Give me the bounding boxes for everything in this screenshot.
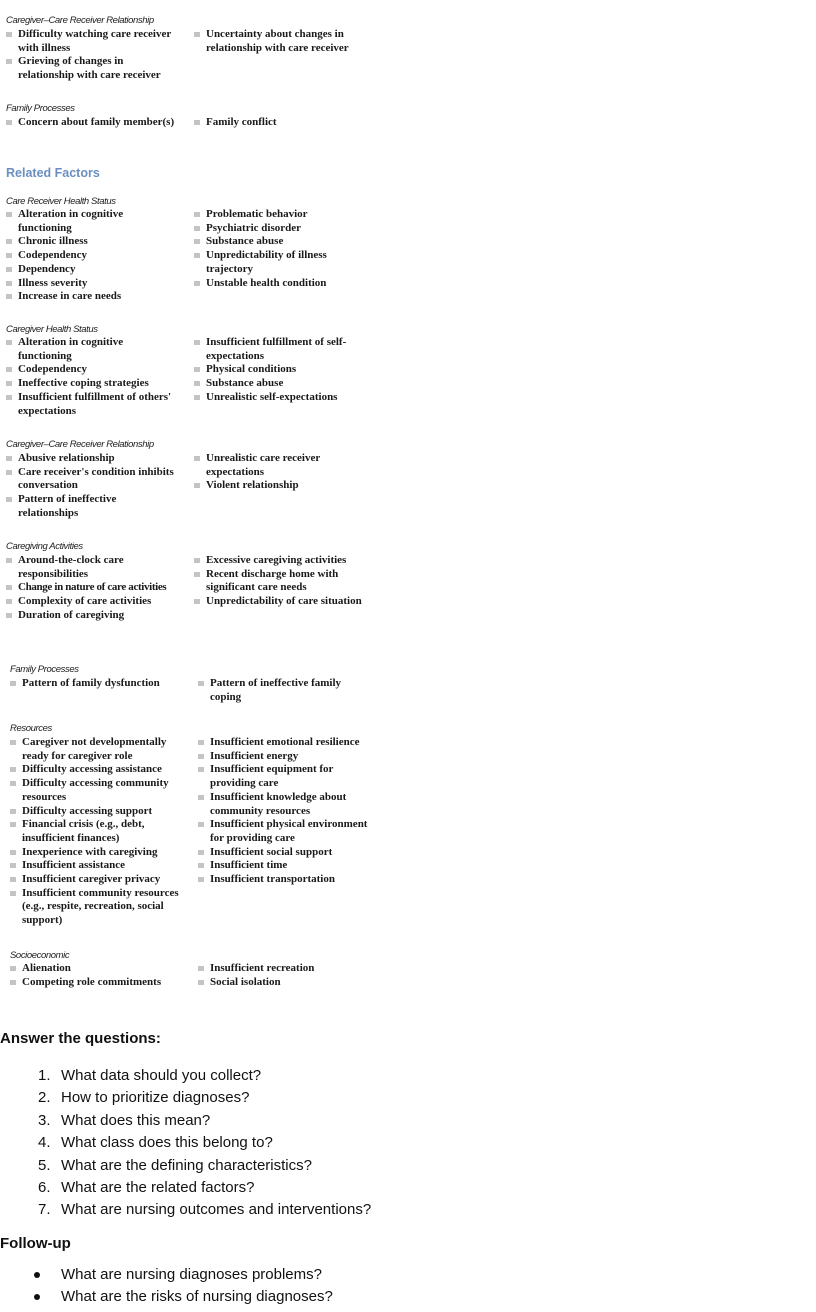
bullet-square-icon	[6, 599, 12, 604]
bullet-square-icon	[198, 822, 204, 827]
bullet-square-icon	[198, 754, 204, 759]
bullet-square-icon	[6, 212, 12, 217]
bullet-square-icon	[194, 456, 200, 461]
list-item: 5. What are the defining characteristics?	[38, 1156, 312, 1174]
list-item: Unpredictability of care situation	[194, 595, 364, 609]
list-item: Care receiver's condition inhibits conversation	[6, 466, 178, 493]
bullet-square-icon	[198, 980, 204, 985]
list-item: Unrealistic care receiver expectations	[194, 452, 354, 479]
list-item: Unpredictability of illness trajectory	[194, 249, 354, 276]
list-item: Problematic behavior	[194, 208, 354, 222]
bullet-square-icon	[6, 367, 12, 372]
bullet-square-icon	[194, 212, 200, 217]
list-item: Caregiver not developmentally ready for caregiver role	[10, 736, 190, 763]
bullet-square-icon	[6, 32, 12, 37]
list-item: Physical conditions	[194, 363, 354, 377]
list-item: Substance abuse	[194, 235, 354, 249]
bullet-square-icon	[198, 877, 204, 882]
list-item: Unrealistic self-expectations	[194, 391, 354, 405]
bullet-dot-icon	[34, 1272, 40, 1278]
list-item: Concern about family member(s)	[6, 116, 178, 130]
list-item: Uncertainty about changes in relationship with care receiver	[194, 28, 354, 55]
list-item: Excessive caregiving activities	[194, 554, 364, 568]
left-column-list	[10, 677, 190, 691]
bullet-square-icon	[10, 863, 16, 868]
bullet-square-icon	[10, 966, 16, 971]
bullet-square-icon	[10, 891, 16, 896]
list-item: Insufficient fulfillment of self-expectations	[194, 336, 354, 363]
bullet-square-icon	[10, 980, 16, 985]
section-title-family-processes-2: Family Processes	[10, 664, 79, 675]
bullet-square-icon	[198, 740, 204, 745]
questions-list	[38, 1065, 371, 1222]
list-item: Insufficient caregiver privacy	[10, 873, 190, 887]
bullet-square-icon	[10, 809, 16, 814]
list-item: 2. How to prioritize diagnoses?	[38, 1089, 250, 1107]
list-item: Recent discharge home with significant care needs	[194, 568, 364, 595]
list-item: Grieving of changes in relationship with care receiver	[6, 55, 178, 82]
left-column-list	[6, 554, 184, 623]
list-item: Psychiatric disorder	[194, 222, 354, 236]
left-column-list	[6, 116, 178, 130]
list-item: Alteration in cognitive functioning	[6, 208, 178, 235]
list-item: Alteration in cognitive functioning	[6, 336, 178, 363]
bullet-square-icon	[194, 281, 200, 286]
list-item: Unstable health condition	[194, 277, 354, 291]
list-item: 1. What data should you collect?	[38, 1067, 262, 1084]
list-item: Social isolation	[198, 976, 378, 990]
list-item: What are nursing diagnoses problems?	[38, 1264, 333, 1286]
right-column-list	[194, 116, 354, 130]
list-item: Codependency	[6, 363, 178, 377]
list-item: Family conflict	[194, 116, 354, 130]
list-item: Financial crisis (e.g., debt, insufficient finances)	[10, 818, 190, 845]
section-title-care-receiver-health: Care Receiver Health Status	[6, 196, 116, 207]
bullet-square-icon	[198, 850, 204, 855]
bullet-square-icon	[6, 497, 12, 502]
list-item: Codependency	[6, 249, 178, 263]
bullet-square-icon	[198, 767, 204, 772]
list-item: Difficulty accessing assistance	[10, 763, 190, 777]
bullet-square-icon	[10, 740, 16, 745]
bullet-square-icon	[194, 572, 200, 577]
list-item: Complexity of care activities	[6, 595, 184, 609]
bullet-square-icon	[6, 267, 12, 272]
followup-heading: Follow-up	[0, 1235, 71, 1252]
bullet-square-icon	[194, 253, 200, 258]
bullet-square-icon	[198, 795, 204, 800]
bullet-square-icon	[6, 239, 12, 244]
list-item: Increase in care needs	[6, 290, 178, 304]
right-column-list	[198, 736, 378, 887]
followup-list	[38, 1264, 333, 1309]
list-item: 4. What class does this belong to?	[38, 1134, 273, 1152]
bullet-square-icon	[6, 613, 12, 618]
bullet-square-icon	[6, 59, 12, 64]
left-column-list	[6, 28, 178, 83]
list-item: Insufficient time	[198, 859, 378, 873]
section-title-caregiver-relationship-2: Caregiver–Care Receiver Relationship	[6, 439, 154, 450]
list-item: Illness severity	[6, 277, 178, 291]
list-item: Pattern of ineffective relationships	[6, 493, 178, 520]
list-item: Insufficient physical environment for providing care	[198, 818, 378, 845]
bullet-square-icon	[194, 120, 200, 125]
bullet-square-icon	[194, 558, 200, 563]
bullet-dot-icon	[34, 1294, 40, 1300]
list-item: Substance abuse	[194, 377, 354, 391]
bullet-square-icon	[194, 226, 200, 231]
bullet-square-icon	[198, 681, 204, 686]
list-item: What are the risks of nursing diagnoses?	[38, 1286, 333, 1308]
bullet-square-icon	[6, 456, 12, 461]
bullet-square-icon	[6, 253, 12, 258]
bullet-square-icon	[194, 239, 200, 244]
bullet-square-icon	[6, 585, 12, 590]
bullet-square-icon	[6, 120, 12, 125]
right-column-list	[198, 677, 368, 704]
right-column-list	[198, 962, 378, 989]
section-title-caregiver-health: Caregiver Health Status	[6, 324, 98, 335]
right-column-list	[194, 452, 354, 493]
list-item: Insufficient equipment for providing care	[198, 763, 378, 790]
list-item: Alienation	[10, 962, 190, 976]
bullet-square-icon	[6, 294, 12, 299]
list-item: Insufficient recreation	[198, 962, 378, 976]
bullet-square-icon	[6, 340, 12, 345]
bullet-square-icon	[194, 340, 200, 345]
section-title-socioeconomic: Socioeconomic	[10, 950, 70, 961]
bullet-square-icon	[10, 822, 16, 827]
right-column-list	[194, 554, 364, 609]
bullet-square-icon	[194, 395, 200, 400]
list-item: Inexperience with caregiving	[10, 846, 190, 860]
bullet-square-icon	[194, 483, 200, 488]
bullet-square-icon	[10, 681, 16, 686]
list-item: Difficulty accessing support	[10, 805, 190, 819]
bullet-square-icon	[194, 599, 200, 604]
section-title-caregiver-relationship: Caregiver–Care Receiver Relationship	[6, 15, 154, 26]
bullet-square-icon	[198, 863, 204, 868]
bullet-square-icon	[6, 381, 12, 386]
list-item: Chronic illness	[6, 235, 178, 249]
list-item: Insufficient fulfillment of others' expectations	[6, 391, 178, 418]
list-item: 6. What are the related factors?	[38, 1179, 255, 1197]
related-factors-heading: Related Factors	[6, 166, 100, 180]
section-title-family-processes: Family Processes	[6, 103, 75, 114]
list-item: Dependency	[6, 263, 178, 277]
left-column-list	[10, 962, 190, 989]
bullet-square-icon	[10, 767, 16, 772]
section-title-caregiving-activities: Caregiving Activities	[6, 541, 83, 552]
bullet-square-icon	[6, 470, 12, 475]
list-item: Pattern of ineffective family coping	[198, 677, 368, 704]
list-item: Change in nature of care activities	[6, 581, 184, 595]
bullet-square-icon	[194, 381, 200, 386]
list-item: Insufficient transportation	[198, 873, 378, 887]
left-column-list	[10, 736, 190, 928]
bullet-square-icon	[6, 395, 12, 400]
bullet-square-icon	[194, 367, 200, 372]
list-item: Insufficient knowledge about community resources	[198, 791, 378, 818]
bullet-square-icon	[198, 966, 204, 971]
right-column-list	[194, 28, 354, 55]
right-column-list	[194, 336, 354, 405]
questions-heading: Answer the questions:	[0, 1030, 161, 1047]
list-item: 3. What does this mean?	[38, 1111, 211, 1129]
list-item: Duration of caregiving	[6, 609, 184, 623]
list-item: Competing role commitments	[10, 976, 190, 990]
left-column-list	[6, 336, 178, 418]
list-item: Difficulty accessing community resources	[10, 777, 190, 804]
bullet-square-icon	[6, 281, 12, 286]
list-item: Insufficient energy	[198, 750, 378, 764]
left-column-list	[6, 452, 178, 521]
bullet-square-icon	[10, 850, 16, 855]
bullet-square-icon	[10, 877, 16, 882]
list-item: 7. What are nursing outcomes and interventions?	[38, 1201, 372, 1219]
right-column-list	[194, 208, 354, 290]
bullet-square-icon	[10, 781, 16, 786]
list-item: Insufficient assistance	[10, 859, 190, 873]
list-item: Violent relationship	[194, 479, 354, 493]
list-item: Pattern of family dysfunction	[10, 677, 190, 691]
list-item: Insufficient community resources (e.g., respite, recreation, social support)	[10, 887, 190, 928]
section-title-resources: Resources	[10, 723, 52, 734]
list-item: Around-the-clock care responsibilities	[6, 554, 184, 581]
bullet-square-icon	[6, 558, 12, 563]
list-item: Insufficient social support	[198, 846, 378, 860]
list-item: Ineffective coping strategies	[6, 377, 178, 391]
left-column-list	[6, 208, 178, 304]
list-item: Insufficient emotional resilience	[198, 736, 378, 750]
list-item: Difficulty watching care receiver with illness	[6, 28, 178, 55]
bullet-square-icon	[194, 32, 200, 37]
list-item: Abusive relationship	[6, 452, 178, 466]
